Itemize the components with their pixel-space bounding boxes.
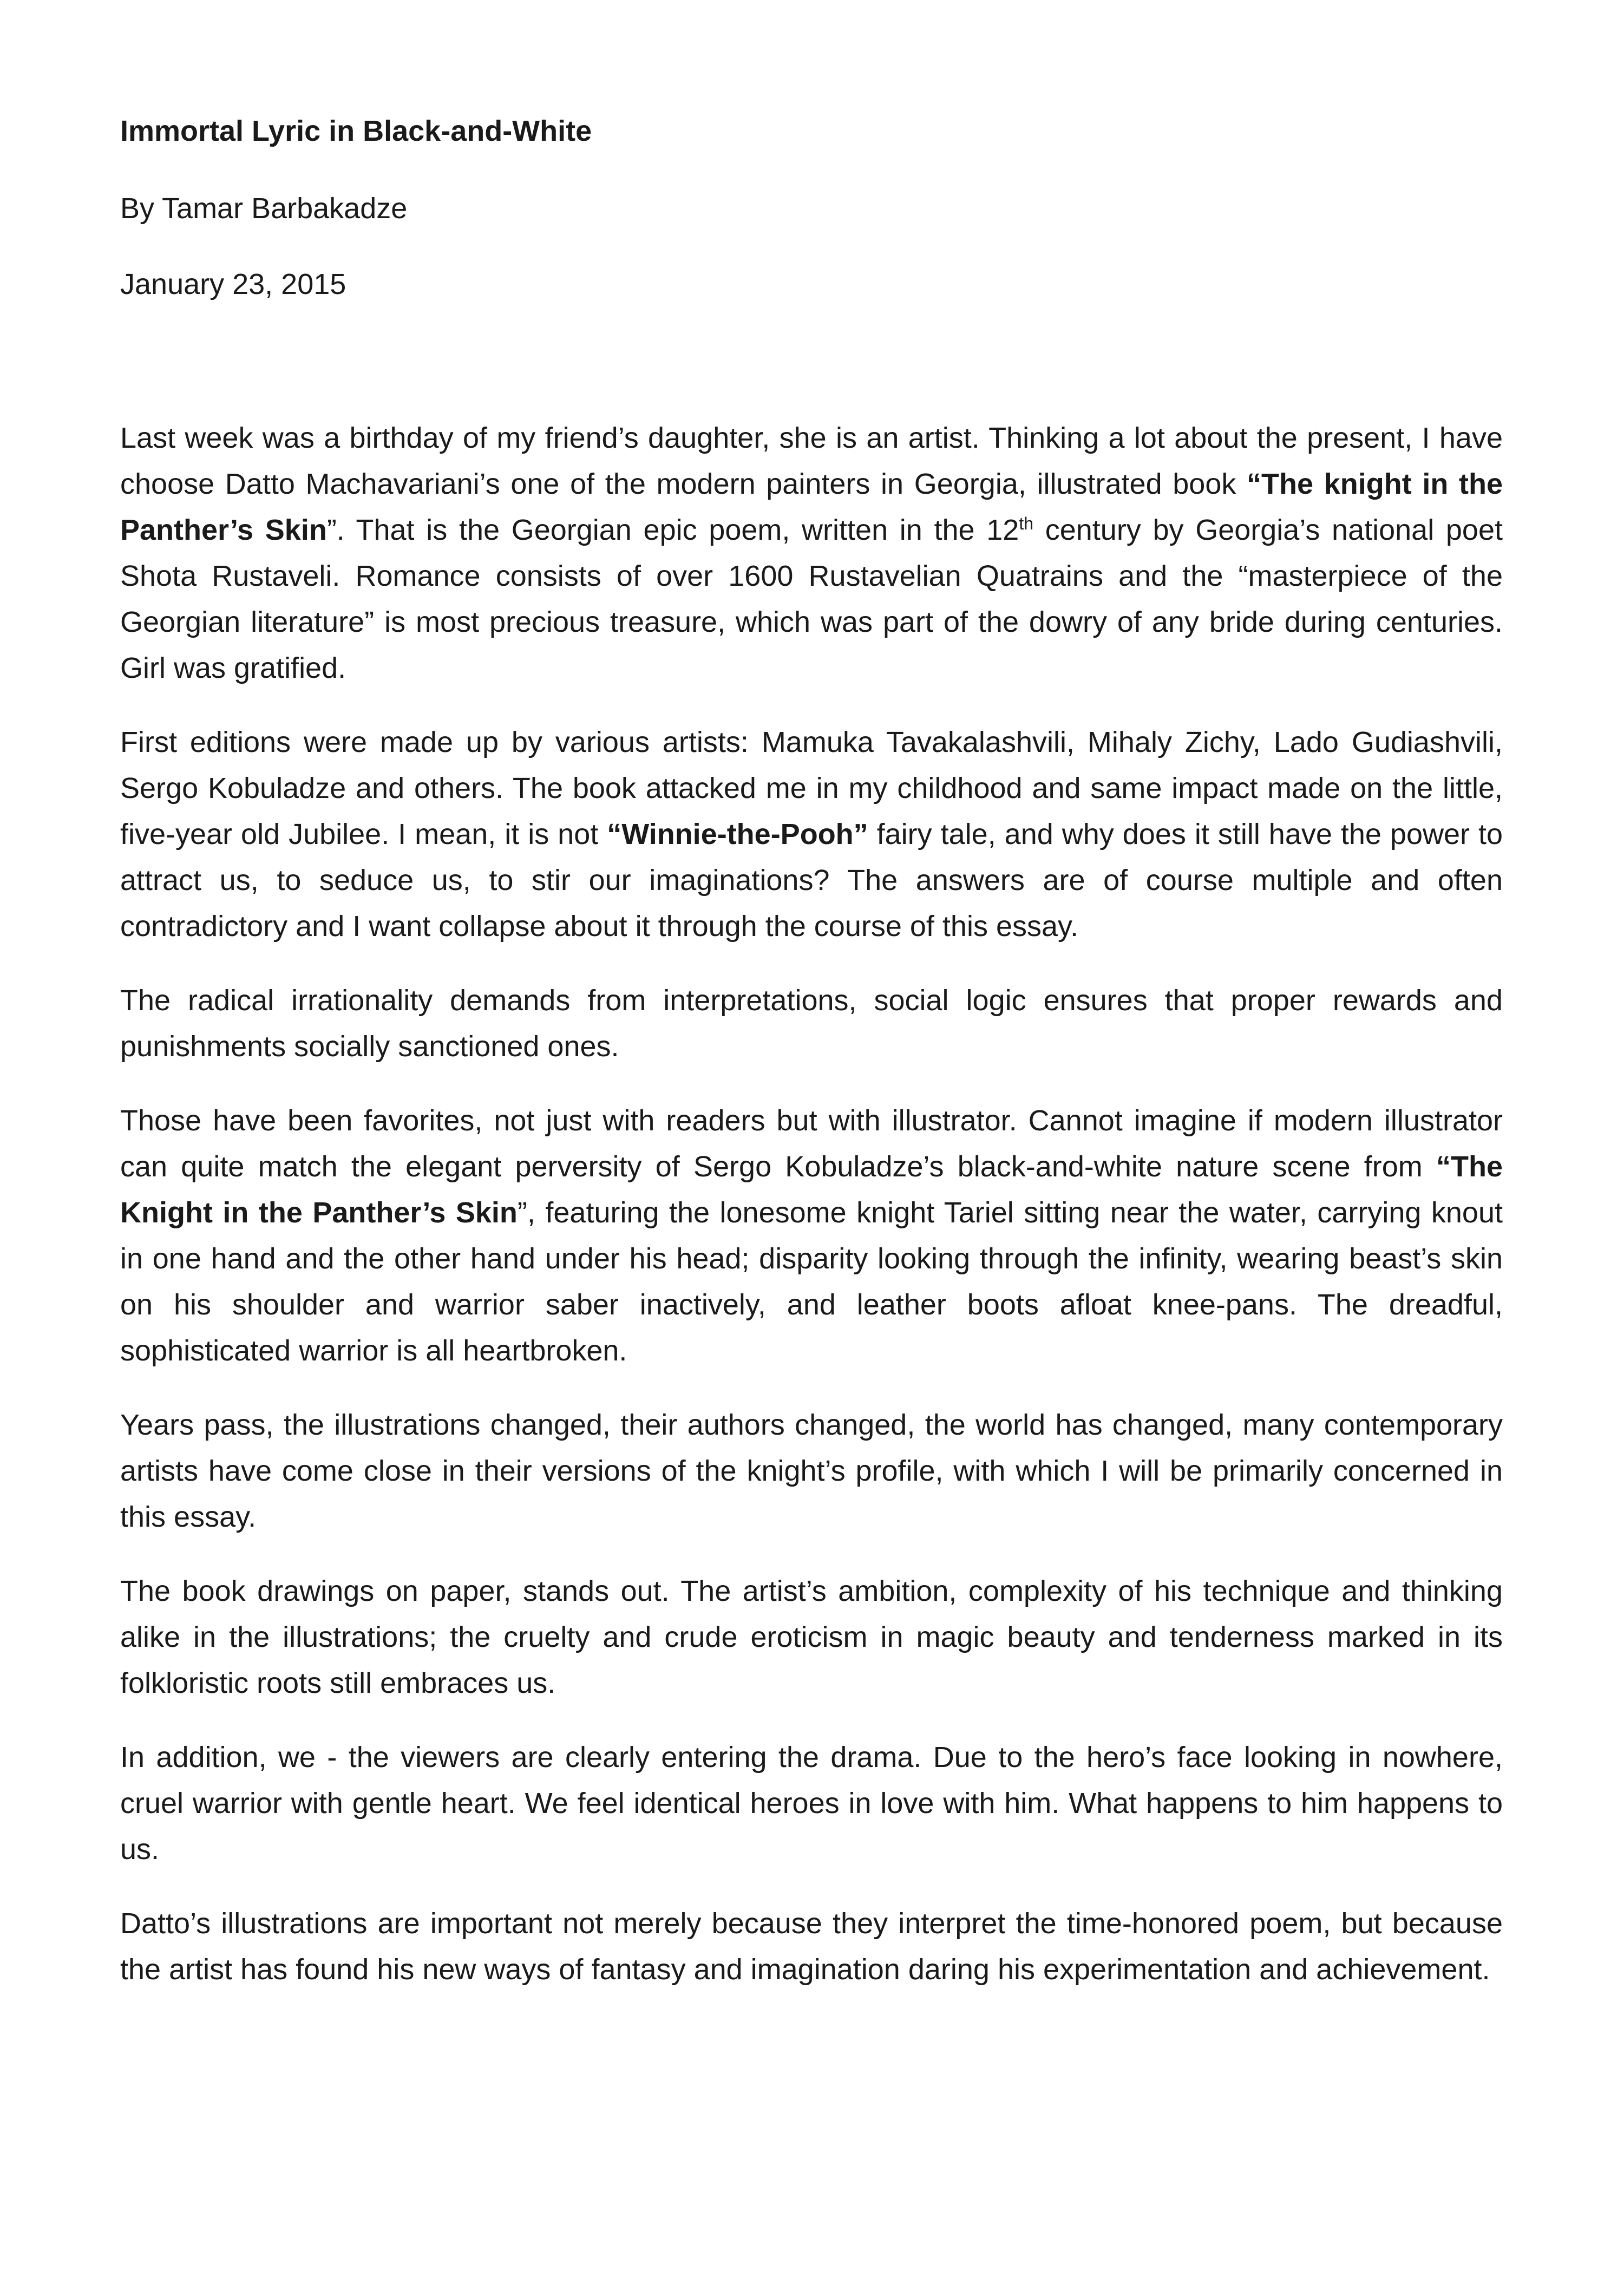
paragraph-7: In addition, we - the viewers are clearly entering the drama. Due to the hero’s face looking in nowhere, cruel warrior with gentle heart. We feel identical heroes in love with him. What happens to him happens to us. xyxy=(120,1741,1503,1866)
paragraph-5: Years pass, the illustrations changed, their authors changed, the world has changed, many contemporary artists have come close in their versions of the knight’s profile, with which I will be primarily concerned in this essay. xyxy=(120,1409,1503,1534)
paragraph-1-text-a: Last week was a birthday of my friend’s daughter, she is an artist. Thinking a lot about the present, I have choose Datto Machavariani’s one of the modern painters in Georgia, illustrated book xyxy=(120,422,1503,501)
byline: By Tamar Barbakadze xyxy=(120,192,408,225)
paragraph-6: The book drawings on paper, stands out. The artist’s ambition, complexity of his technique and thinking alike in the illustrations; the cruelty and crude eroticism in magic beauty and tenderness marked in its folkloristic roots still embraces us. xyxy=(120,1575,1503,1700)
paragraph-4 xyxy=(120,1098,1503,1374)
paragraph-4-text-a: Those have been favorites, not just with readers but with illustrator. Cannot imagine if modern illustrator can quite match the elegant perversity of Sergo Kobuladze’s black-and-white nature scene from xyxy=(120,1104,1503,1183)
paragraph-2-text-c: fairy tale, and why does it still have the power to attract us, to seduce us, to stir our imaginations? The answers are of course multiple and often contradictory and I want collapse about it through the course of this essay. xyxy=(120,818,1503,943)
publication-date: January 23, 2015 xyxy=(120,267,346,300)
paragraph-4-text-c: ”, featuring the lonesome knight Tariel sitting near the water, carrying knout in one hand and the other hand under his head; disparity looking through the infinity, wearing beast’s skin on his shoulder and warrior saber inactively, and leather boots afloat knee-pans. The dreadful, sophisticated warrior is all heartbroken. xyxy=(120,1196,1503,1367)
book-title-emphasis: “The knight in the Panther’s Skin xyxy=(120,468,1503,547)
paragraph-2 xyxy=(120,719,1503,950)
paragraph-3: The radical irrationality demands from interpretations, social logic ensures that proper rewards and punishments socially sanctioned ones. xyxy=(120,984,1503,1063)
ordinal-suffix: th xyxy=(1019,514,1034,534)
winnie-the-pooh-emphasis: “Winnie-the-Pooh” xyxy=(607,818,868,851)
paragraph-1 xyxy=(120,415,1503,691)
paragraph-1-text-c: ”. That is the Georgian epic poem, written in the 12 xyxy=(326,514,1019,547)
paragraph-8: Datto’s illustrations are important not merely because they interpret the time-honored poem, but because the artist has found his new ways of fantasy and imagination daring his experimentation and achievement. xyxy=(120,1907,1503,1986)
document-page xyxy=(120,114,1503,2021)
book-title-emphasis-2: “The Knight in the Panther’s Skin xyxy=(120,1150,1503,1229)
paragraph-1-text-d: century by Georgia’s national poet Shota Rustaveli. Romance consists of over 1600 Rustavelian Quatrains and the “masterpiece of the Georgian literature” is most precious treasure, which was part of the dowry of any bride during centuries. Girl was gratified. xyxy=(120,514,1503,685)
paragraph-2-text-a: First editions were made up by various artists: Mamuka Tavakalashvili, Mihaly Zichy, Lado Gudiashvili, Sergo Kobuladze and others. The book attacked me in my childhood and same impact made on the little, five-year old Jubilee. I mean, it is not xyxy=(120,726,1503,851)
document-title: Immortal Lyric in Black-and-White xyxy=(120,115,592,147)
